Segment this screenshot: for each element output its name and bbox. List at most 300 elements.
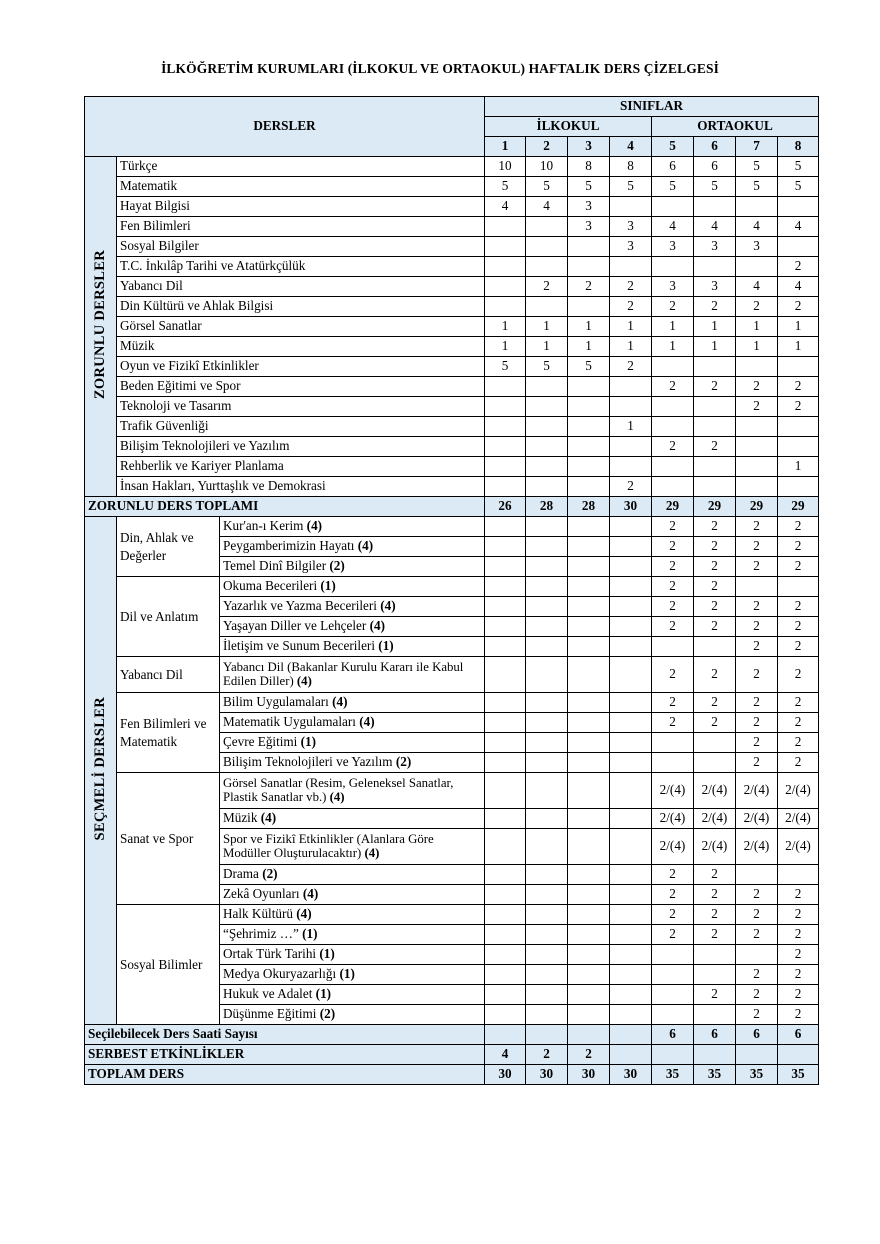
hour-cell bbox=[568, 945, 610, 965]
elective-course-hours: (4) bbox=[364, 845, 380, 860]
hour-cell: 2 bbox=[778, 713, 819, 733]
hour-cell: 2 bbox=[778, 397, 819, 417]
elective-course-hours: (4) bbox=[332, 694, 348, 710]
total-cell bbox=[485, 1025, 526, 1045]
hour-cell bbox=[526, 597, 568, 617]
hour-cell: 4 bbox=[526, 197, 568, 217]
hour-cell bbox=[610, 557, 652, 577]
hour-cell bbox=[526, 517, 568, 537]
hour-cell bbox=[568, 257, 610, 277]
elective-course-name: Matematik Uygulamaları bbox=[223, 714, 356, 730]
hour-cell bbox=[610, 945, 652, 965]
hour-cell bbox=[526, 1005, 568, 1025]
elective-course bbox=[220, 617, 485, 637]
total-cell bbox=[568, 1025, 610, 1045]
hour-cell: 2 bbox=[778, 885, 819, 905]
hour-cell bbox=[568, 637, 610, 657]
hour-cell bbox=[736, 577, 778, 597]
grade-header: 1 bbox=[485, 137, 526, 157]
elective-course-name: Yabancı Dil (Bakanlar Kurulu Kararı ile Kabul Edilen Diller) bbox=[223, 659, 464, 688]
course-name: Teknoloji ve Tasarım bbox=[117, 397, 485, 417]
hour-cell bbox=[610, 1005, 652, 1025]
hour-cell: 2 bbox=[652, 557, 694, 577]
hour-cell bbox=[485, 597, 526, 617]
hour-cell: 2 bbox=[736, 713, 778, 733]
course-name: Hayat Bilgisi bbox=[117, 197, 485, 217]
elective-course-hours: (2) bbox=[262, 866, 278, 882]
course-name: T.C. İnkılâp Tarihi ve Atatürkçülük bbox=[117, 257, 485, 277]
hour-cell: 5 bbox=[778, 157, 819, 177]
hour-cell: 2 bbox=[652, 597, 694, 617]
hour-cell: 4 bbox=[652, 217, 694, 237]
hour-cell bbox=[526, 637, 568, 657]
hour-cell: 2 bbox=[694, 657, 736, 693]
hour-cell bbox=[694, 637, 736, 657]
total-cell: 28 bbox=[526, 497, 568, 517]
elective-course-hours: (4) bbox=[369, 618, 385, 634]
document-title: İLKÖĞRETİM KURUMLARI (İLKOKUL VE ORTAOKUL) HAFTALIK DERS ÇİZELGESİ bbox=[161, 61, 719, 76]
hour-cell: 2/(4) bbox=[736, 773, 778, 809]
hour-cell bbox=[485, 657, 526, 693]
hour-cell: 3 bbox=[652, 237, 694, 257]
course-name: Beden Eğitimi ve Spor bbox=[117, 377, 485, 397]
table-row bbox=[85, 773, 819, 809]
course-name: Rehberlik ve Kariyer Planlama bbox=[117, 457, 485, 477]
course-name: Fen Bilimleri bbox=[117, 217, 485, 237]
hour-cell bbox=[778, 477, 819, 497]
hour-cell: 1 bbox=[652, 317, 694, 337]
table-row bbox=[85, 277, 819, 297]
elective-course-name: Görsel Sanatlar (Resim, Geleneksel Sanatlar, Plastik Sanatlar vb.) bbox=[223, 775, 454, 804]
hour-cell bbox=[610, 517, 652, 537]
hour-cell: 4 bbox=[778, 217, 819, 237]
course-name: Trafik Güvenliği bbox=[117, 417, 485, 437]
hour-cell bbox=[778, 197, 819, 217]
hour-cell bbox=[568, 905, 610, 925]
total-cell: 30 bbox=[568, 1065, 610, 1085]
toplam-label: TOPLAM DERS bbox=[85, 1065, 485, 1085]
elective-course bbox=[220, 557, 485, 577]
hour-cell: 2 bbox=[610, 277, 652, 297]
hour-cell: 2 bbox=[652, 693, 694, 713]
elective-course-name: Medya Okuryazarlığı bbox=[223, 966, 337, 982]
hour-cell bbox=[778, 865, 819, 885]
elective-course bbox=[220, 1005, 485, 1025]
hour-cell: 2 bbox=[652, 377, 694, 397]
table-row bbox=[85, 657, 819, 693]
hour-cell bbox=[568, 713, 610, 733]
hour-cell bbox=[694, 477, 736, 497]
hour-cell bbox=[485, 517, 526, 537]
total-cell: 30 bbox=[610, 497, 652, 517]
hour-cell bbox=[485, 237, 526, 257]
hour-cell: 5 bbox=[526, 177, 568, 197]
hour-cell bbox=[652, 965, 694, 985]
elective-course-hours: (1) bbox=[320, 578, 336, 594]
hour-cell bbox=[485, 753, 526, 773]
hour-cell: 2/(4) bbox=[652, 773, 694, 809]
table-row bbox=[85, 1025, 819, 1045]
dersler-header: DERSLER bbox=[85, 97, 485, 157]
elective-course-hours: (4) bbox=[296, 673, 312, 688]
hour-cell: 5 bbox=[610, 177, 652, 197]
hour-cell: 10 bbox=[485, 157, 526, 177]
hour-cell: 2 bbox=[526, 277, 568, 297]
grade-header: 2 bbox=[526, 137, 568, 157]
hour-cell: 2 bbox=[652, 925, 694, 945]
hour-cell bbox=[485, 577, 526, 597]
hour-cell: 2 bbox=[736, 985, 778, 1005]
ilkokul-header: İLKOKUL bbox=[485, 117, 652, 137]
hour-cell: 2 bbox=[736, 733, 778, 753]
hour-cell: 2 bbox=[610, 477, 652, 497]
hour-cell bbox=[485, 713, 526, 733]
hour-cell: 5 bbox=[736, 157, 778, 177]
elective-course-hours: (4) bbox=[380, 598, 396, 614]
secmeli-label-text: SEÇMELİ DERSLER bbox=[91, 697, 108, 841]
hour-cell bbox=[610, 597, 652, 617]
hour-cell bbox=[568, 237, 610, 257]
hour-cell bbox=[610, 437, 652, 457]
grade-header: 7 bbox=[736, 137, 778, 157]
hour-cell bbox=[485, 617, 526, 637]
hour-cell: 1 bbox=[568, 317, 610, 337]
elective-group-name: Sanat ve Spor bbox=[117, 773, 220, 905]
hour-cell: 5 bbox=[694, 177, 736, 197]
hour-cell bbox=[652, 457, 694, 477]
table-row bbox=[85, 357, 819, 377]
hour-cell bbox=[485, 477, 526, 497]
hour-cell bbox=[526, 809, 568, 829]
elective-course-hours: (2) bbox=[395, 754, 412, 770]
table-row bbox=[85, 477, 819, 497]
hour-cell bbox=[568, 885, 610, 905]
hour-cell bbox=[652, 1005, 694, 1025]
total-cell bbox=[694, 1045, 736, 1065]
elective-course-hours: (1) bbox=[315, 986, 332, 1002]
elective-course-hours: (4) bbox=[260, 810, 277, 826]
hour-cell bbox=[610, 713, 652, 733]
ortaokul-header: ORTAOKUL bbox=[652, 117, 819, 137]
total-cell bbox=[736, 1045, 778, 1065]
total-cell: 4 bbox=[485, 1045, 526, 1065]
hour-cell: 2 bbox=[694, 377, 736, 397]
total-cell: 35 bbox=[652, 1065, 694, 1085]
hour-cell: 2 bbox=[652, 905, 694, 925]
hour-cell bbox=[610, 537, 652, 557]
total-cell bbox=[652, 1045, 694, 1065]
hour-cell bbox=[736, 477, 778, 497]
hour-cell bbox=[736, 865, 778, 885]
hour-cell bbox=[526, 537, 568, 557]
hour-cell: 1 bbox=[778, 317, 819, 337]
hour-cell: 2 bbox=[610, 297, 652, 317]
hour-cell bbox=[485, 417, 526, 437]
hour-cell bbox=[526, 905, 568, 925]
hour-cell bbox=[485, 905, 526, 925]
hour-cell bbox=[610, 457, 652, 477]
elective-course-hours: (4) bbox=[329, 789, 345, 804]
table-row bbox=[85, 377, 819, 397]
hour-cell bbox=[568, 1005, 610, 1025]
hour-cell: 2/(4) bbox=[694, 829, 736, 865]
total-cell: 2 bbox=[526, 1045, 568, 1065]
hour-cell bbox=[526, 237, 568, 257]
hour-cell bbox=[652, 985, 694, 1005]
secmeli-group-label bbox=[85, 517, 117, 1025]
total-cell: 35 bbox=[778, 1065, 819, 1085]
elective-course-hours: (1) bbox=[378, 638, 394, 654]
hour-cell: 2 bbox=[694, 297, 736, 317]
hour-cell bbox=[652, 753, 694, 773]
elective-course-name: Okuma Becerileri bbox=[223, 578, 318, 594]
hour-cell bbox=[485, 437, 526, 457]
hour-cell bbox=[568, 537, 610, 557]
hour-cell: 6 bbox=[694, 157, 736, 177]
hour-cell: 2 bbox=[778, 377, 819, 397]
hour-cell: 2 bbox=[778, 693, 819, 713]
hour-cell: 2 bbox=[736, 905, 778, 925]
hour-cell bbox=[610, 397, 652, 417]
hour-cell: 2 bbox=[694, 885, 736, 905]
hour-cell bbox=[610, 773, 652, 809]
table-row bbox=[85, 905, 819, 925]
hour-cell: 2 bbox=[736, 397, 778, 417]
elective-course-name: Peygamberimizin Hayatı bbox=[223, 538, 355, 554]
total-cell bbox=[610, 1025, 652, 1045]
grade-header: 6 bbox=[694, 137, 736, 157]
hour-cell bbox=[526, 733, 568, 753]
hour-cell: 2 bbox=[652, 517, 694, 537]
hour-cell bbox=[526, 457, 568, 477]
hour-cell: 2 bbox=[778, 753, 819, 773]
hour-cell: 2 bbox=[694, 693, 736, 713]
elective-course-name: Halk Kültürü bbox=[223, 906, 293, 922]
hour-cell bbox=[485, 925, 526, 945]
hour-cell bbox=[526, 945, 568, 965]
hour-cell bbox=[485, 945, 526, 965]
hour-cell bbox=[610, 809, 652, 829]
hour-cell: 3 bbox=[568, 197, 610, 217]
hour-cell: 2 bbox=[652, 437, 694, 457]
hour-cell bbox=[778, 357, 819, 377]
hour-cell: 2/(4) bbox=[652, 809, 694, 829]
hour-cell: 2 bbox=[694, 617, 736, 637]
hour-cell: 3 bbox=[610, 217, 652, 237]
hour-cell bbox=[526, 965, 568, 985]
hour-cell bbox=[526, 713, 568, 733]
hour-cell bbox=[568, 657, 610, 693]
elective-course-name: Drama bbox=[223, 866, 259, 882]
hour-cell: 4 bbox=[736, 277, 778, 297]
elective-course-hours: (1) bbox=[339, 966, 355, 982]
elective-course-hours: (2) bbox=[329, 558, 345, 574]
hour-cell bbox=[778, 237, 819, 257]
hour-cell: 6 bbox=[652, 157, 694, 177]
hour-cell: 4 bbox=[778, 277, 819, 297]
total-cell: 35 bbox=[736, 1065, 778, 1085]
hour-cell: 2 bbox=[652, 657, 694, 693]
hour-cell: 2 bbox=[778, 1005, 819, 1025]
hour-cell bbox=[652, 417, 694, 437]
elective-course bbox=[220, 733, 485, 753]
hour-cell: 2 bbox=[736, 297, 778, 317]
hour-cell bbox=[778, 577, 819, 597]
hour-cell bbox=[526, 557, 568, 577]
hour-cell bbox=[736, 257, 778, 277]
elective-course-hours: (1) bbox=[300, 734, 317, 750]
hour-cell: 5 bbox=[736, 177, 778, 197]
hour-cell bbox=[568, 597, 610, 617]
hour-cell bbox=[610, 965, 652, 985]
total-cell: 29 bbox=[694, 497, 736, 517]
hour-cell: 2 bbox=[694, 905, 736, 925]
hour-cell bbox=[694, 753, 736, 773]
hour-cell: 1 bbox=[736, 317, 778, 337]
hour-cell: 1 bbox=[526, 317, 568, 337]
hour-cell: 2 bbox=[778, 637, 819, 657]
hour-cell bbox=[526, 477, 568, 497]
hour-cell: 2 bbox=[694, 597, 736, 617]
hour-cell: 2 bbox=[778, 925, 819, 945]
hour-cell: 2 bbox=[778, 905, 819, 925]
hour-cell: 2 bbox=[610, 357, 652, 377]
hour-cell bbox=[485, 297, 526, 317]
elective-course bbox=[220, 865, 485, 885]
table-row bbox=[85, 497, 819, 517]
hour-cell: 2/(4) bbox=[652, 829, 694, 865]
total-cell: 28 bbox=[568, 497, 610, 517]
hour-cell: 2 bbox=[736, 1005, 778, 1025]
table-row bbox=[85, 437, 819, 457]
table-row bbox=[85, 577, 819, 597]
table-row bbox=[85, 517, 819, 537]
hour-cell: 2 bbox=[736, 965, 778, 985]
hour-cell: 2 bbox=[652, 577, 694, 597]
elective-course bbox=[220, 597, 485, 617]
weekly-schedule-table bbox=[84, 96, 819, 1085]
hour-cell: 2 bbox=[778, 557, 819, 577]
hour-cell: 2 bbox=[736, 753, 778, 773]
hour-cell bbox=[526, 885, 568, 905]
hour-cell bbox=[568, 297, 610, 317]
hour-cell bbox=[694, 417, 736, 437]
hour-cell bbox=[568, 557, 610, 577]
hour-cell bbox=[568, 985, 610, 1005]
hour-cell bbox=[485, 277, 526, 297]
course-name: Görsel Sanatlar bbox=[117, 317, 485, 337]
hour-cell bbox=[526, 773, 568, 809]
hour-cell bbox=[485, 809, 526, 829]
course-name: Yabancı Dil bbox=[117, 277, 485, 297]
hour-cell: 3 bbox=[694, 237, 736, 257]
hour-cell bbox=[610, 197, 652, 217]
hour-cell bbox=[568, 437, 610, 457]
hour-cell bbox=[694, 945, 736, 965]
total-cell: 30 bbox=[526, 1065, 568, 1085]
elective-course-name: Hukuk ve Adalet bbox=[223, 986, 313, 1002]
table-row bbox=[85, 337, 819, 357]
table-row bbox=[85, 257, 819, 277]
hour-cell bbox=[736, 945, 778, 965]
hour-cell: 2 bbox=[736, 637, 778, 657]
hour-cell bbox=[694, 197, 736, 217]
hour-cell: 5 bbox=[652, 177, 694, 197]
table-row bbox=[85, 317, 819, 337]
hour-cell: 5 bbox=[526, 357, 568, 377]
hour-cell bbox=[694, 357, 736, 377]
elective-course bbox=[220, 693, 485, 713]
total-cell: 29 bbox=[736, 497, 778, 517]
elective-course-name: Temel Dinî Bilgiler bbox=[223, 558, 327, 574]
elective-course-hours: (4) bbox=[296, 906, 312, 922]
hour-cell: 2 bbox=[736, 597, 778, 617]
table-row bbox=[85, 417, 819, 437]
hour-cell: 1 bbox=[610, 337, 652, 357]
elective-course-name: “Şehrimiz …” bbox=[223, 926, 299, 942]
elective-course-name: Bilişim Teknolojileri ve Yazılım bbox=[223, 754, 393, 770]
hour-cell bbox=[485, 733, 526, 753]
hour-cell bbox=[652, 257, 694, 277]
table-row bbox=[85, 693, 819, 713]
total-cell: 29 bbox=[778, 497, 819, 517]
total-cell bbox=[610, 1045, 652, 1065]
elective-course bbox=[220, 537, 485, 557]
hour-cell: 3 bbox=[736, 237, 778, 257]
elective-course bbox=[220, 577, 485, 597]
hour-cell: 2 bbox=[652, 537, 694, 557]
hour-cell: 1 bbox=[694, 337, 736, 357]
hour-cell bbox=[610, 637, 652, 657]
hour-cell bbox=[485, 965, 526, 985]
elective-course-name: Spor ve Fizikî Etkinlikler (Alanlara Göre Modüller Oluşturulacaktır) bbox=[223, 831, 434, 860]
elective-group-name: Din, Ahlak ve Değerler bbox=[117, 517, 220, 577]
hour-cell: 1 bbox=[778, 457, 819, 477]
zorunlu-label-text: ZORUNLU DERSLER bbox=[91, 250, 108, 400]
hour-cell bbox=[652, 637, 694, 657]
hour-cell bbox=[652, 733, 694, 753]
elective-course-name: Müzik bbox=[223, 810, 258, 826]
hour-cell bbox=[736, 457, 778, 477]
elective-course bbox=[220, 965, 485, 985]
hour-cell bbox=[736, 417, 778, 437]
hour-cell: 1 bbox=[526, 337, 568, 357]
hour-cell: 2 bbox=[652, 617, 694, 637]
hour-cell bbox=[694, 965, 736, 985]
hour-cell bbox=[610, 693, 652, 713]
hour-cell: 2 bbox=[736, 885, 778, 905]
hour-cell: 2 bbox=[652, 297, 694, 317]
elective-course-hours: (4) bbox=[357, 538, 374, 554]
total-cell: 26 bbox=[485, 497, 526, 517]
hour-cell bbox=[526, 377, 568, 397]
hour-cell: 2 bbox=[736, 377, 778, 397]
hour-cell bbox=[610, 257, 652, 277]
hour-cell bbox=[485, 397, 526, 417]
hour-cell bbox=[610, 733, 652, 753]
hour-cell: 1 bbox=[568, 337, 610, 357]
hour-cell: 1 bbox=[610, 417, 652, 437]
hour-cell: 2 bbox=[736, 693, 778, 713]
hour-cell: 2 bbox=[568, 277, 610, 297]
elective-group-name: Dil ve Anlatım bbox=[117, 577, 220, 657]
hour-cell bbox=[526, 437, 568, 457]
hour-cell bbox=[526, 753, 568, 773]
hour-cell: 2/(4) bbox=[694, 809, 736, 829]
hour-cell bbox=[568, 517, 610, 537]
hour-cell bbox=[652, 397, 694, 417]
hour-cell: 8 bbox=[610, 157, 652, 177]
